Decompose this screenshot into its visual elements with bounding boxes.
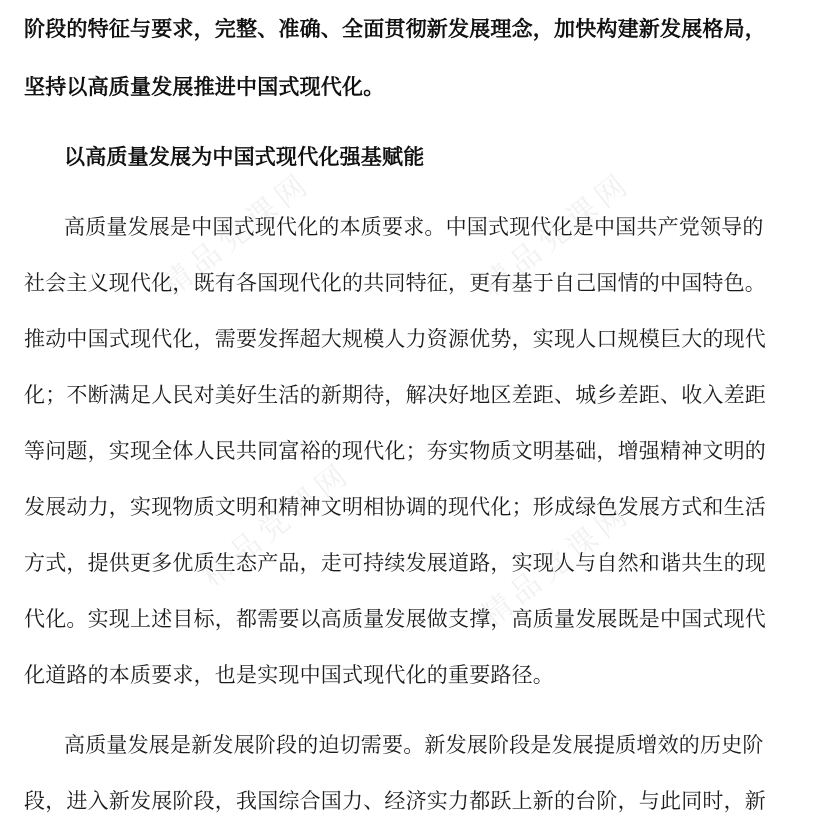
paragraph-line: 社会主义现代化，既有各国现代化的共同特征，更有基于自己国情的中国特色。	[24, 271, 766, 295]
paragraph-line: 方式，提供更多优质生态产品，走可持续发展道路，实现人与自然和谐共生的现	[24, 551, 766, 575]
paragraph-line: 等问题，实现全体人民共同富裕的现代化；夯实物质文明基础，增强精神文明的	[24, 439, 766, 463]
paragraph-line: 推动中国式现代化，需要发挥超大规模人力资源优势，实现人口规模巨大的现代	[24, 327, 766, 351]
paragraph-line: 代化。实现上述目标，都需要以高质量发展做支撑，高质量发展既是中国式现代	[24, 607, 766, 631]
paragraph-line: 高质量发展是新发展阶段的迫切需要。新发展阶段是发展提质增效的历史阶	[64, 733, 764, 757]
watermark: 精品党课网	[474, 495, 639, 634]
watermark: 精品党课网	[154, 165, 319, 304]
watermark: 精品党课网	[474, 165, 639, 304]
intro-line: 阶段的特征与要求，完整、准确、全面贯彻新发展理念，加快构建新发展格局，	[24, 17, 766, 41]
paragraph-line: 化；不断满足人民对美好生活的新期待，解决好地区差距、城乡差距、收入差距	[24, 383, 766, 407]
paragraph-line: 高质量发展是中国式现代化的本质要求。中国式现代化是中国共产党领导的	[64, 215, 764, 239]
watermark: 精品党课网	[194, 455, 359, 594]
intro-line: 坚持以高质量发展推进中国式现代化。	[24, 75, 385, 99]
section-heading: 以高质量发展为中国式现代化强基赋能	[64, 145, 425, 169]
paragraph-line: 段，进入新发展阶段，我国综合国力、经济实力都跃上新的台阶，与此同时，新	[24, 789, 766, 813]
paragraph-line: 化道路的本质要求，也是实现中国式现代化的重要路径。	[24, 663, 554, 687]
paragraph-line: 发展动力，实现物质文明和精神文明相协调的现代化；形成绿色发展方式和生活	[24, 495, 766, 519]
